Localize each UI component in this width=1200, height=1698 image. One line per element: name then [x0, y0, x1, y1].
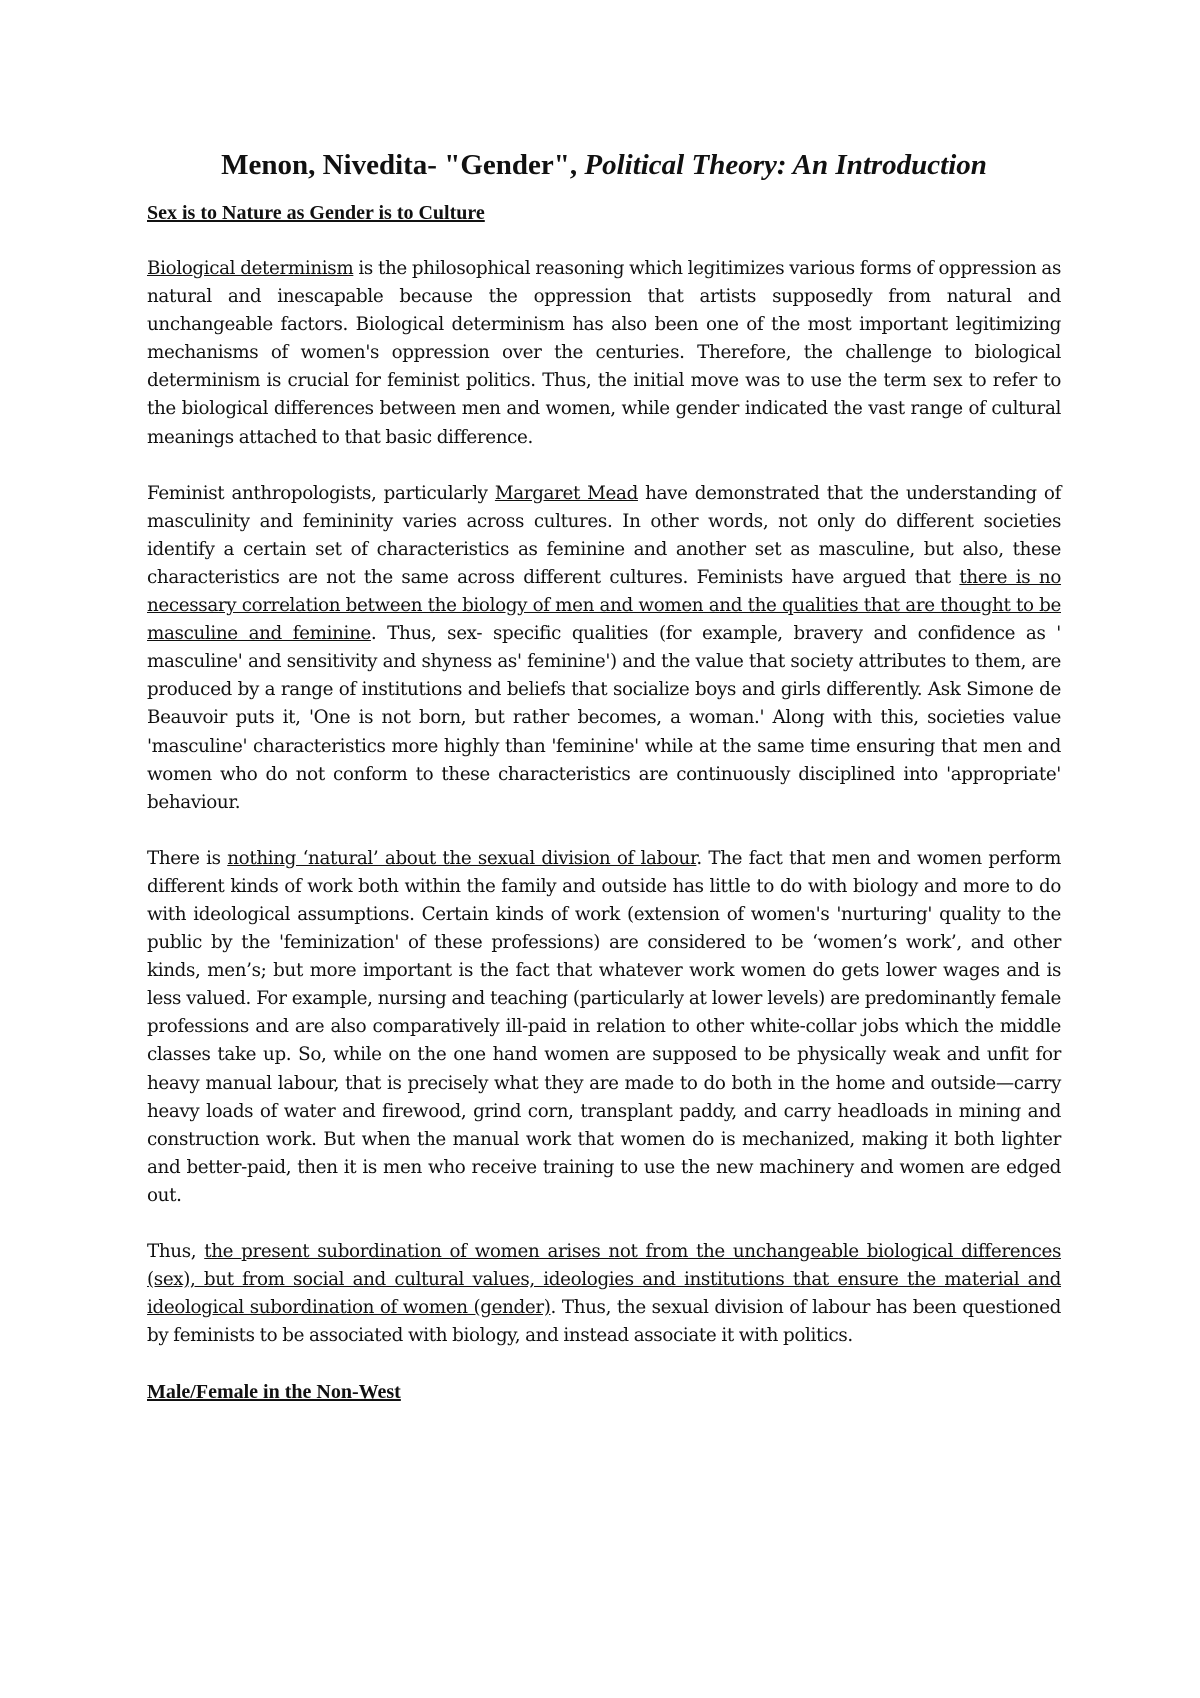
paragraph-subordination [147, 1238, 1061, 1350]
paragraph-text: Feminist anthropologists, particularly [147, 482, 495, 504]
paragraph-text: is the philosophical reasoning which legitimizes various forms of oppression as natural and inescapable because the oppression that artists supposedly from natural and unchangeable factors. Biological determinism has also been one of the most important legitimizing mechanisms of women's oppression over the centuries. Therefore, the challenge to biological determinism is crucial for feminist politics. Thus, the initial move was to use the term sex to refer to the biological differences between men and women, while gender indicated the vast range of cultural meanings attached to that basic difference. [147, 258, 1061, 448]
paragraph-text: . Thus, the sexual division of labour has been questioned by feminists to be associated with biology, and instead associate it with politics. [147, 1297, 1061, 1347]
underlined-text: Biological determinism [147, 258, 354, 279]
underlined-text: nothing ‘natural’ about the sexual division of labour [227, 847, 697, 869]
paragraph-text: There is [147, 847, 228, 869]
document-title [147, 145, 1061, 185]
paragraph-text: have demonstrated that the understanding of masculinity and femininity varies across cultures. In other words, not only do different societies identify a certain set of characteristics as feminine and another set as masculine, but also, these characteristics are not the same across different cultures. Feminists have argued that [147, 482, 1061, 588]
underlined-text: there is no necessary correlation between the biology of men and women and the qualities that are thought to be masculine and feminine [147, 566, 1062, 645]
section-heading-sex-nature: Sex is to Nature as Gender is to Culture [147, 202, 485, 224]
paragraph-biological-determinism [147, 255, 1061, 452]
paragraph-sexual-division-of-labour [147, 845, 1061, 1210]
title-plain: Menon, Nivedita- "Gender", [221, 149, 585, 181]
section-heading-non-west: Male/Female in the Non-West [147, 1381, 401, 1404]
paragraph-feminist-anthropologists [147, 480, 1061, 817]
paragraph-text: . The fact that men and women perform different kinds of work both within the family and outside has little to do with biology and more to do with ideological assumptions. Certain kinds of work (extension of women's 'nurturing' quality to the public by the 'feminization' of these professions) are considered to be ‘women’s work’, and other kinds, men’s; but more important is the fact that whatever work women do gets lower wages and is less valued. For example, nursing and teaching (particularly at lower levels) are predominantly female professions and are also comparatively ill-paid in relation to other white-collar jobs which the middle classes take up. So, while on the one hand women are supposed to be physically weak and unfit for heavy manual labour, that is precisely what they are made to do both in the home and outside—carry heavy loads of water and firewood, grind corn, transplant paddy, and carry headloads in mining and construction work. But when the manual work that women do is mechanized, making it both lighter and better-paid, then it is men who receive training to use the new machinery and women are edged out. [147, 847, 1062, 1206]
paragraph-text: Thus, [147, 1241, 205, 1262]
paragraph-text: . Thus, sex- specific qualities (for example, bravery and confidence as ' masculine' and sensitivity and shyness as' feminine') and the value that society attributes to them, are produced by a range of institutions and beliefs that socialize boys and girls differently. Ask Simone de Beauvoir puts it, 'One is not born, but rather becomes, a woman.' Along with this, societies value 'masculine' characteristics more highly than 'feminine' while at the same time ensuring that men and women who do not conform to these characteristics are continuously disciplined into 'appropriate' behaviour. [147, 623, 1061, 813]
document-page [147, 145, 1061, 1434]
underlined-text: the present subordination of women arises not from the unchangeable biological differences (sex), but from social and cultural values, ideologies and institutions that ensure the material and ideological subordination of women (gender) [147, 1241, 1061, 1319]
title-italic: Political Theory: An Introduction [584, 149, 987, 181]
underlined-text: Margaret Mead [494, 482, 638, 504]
